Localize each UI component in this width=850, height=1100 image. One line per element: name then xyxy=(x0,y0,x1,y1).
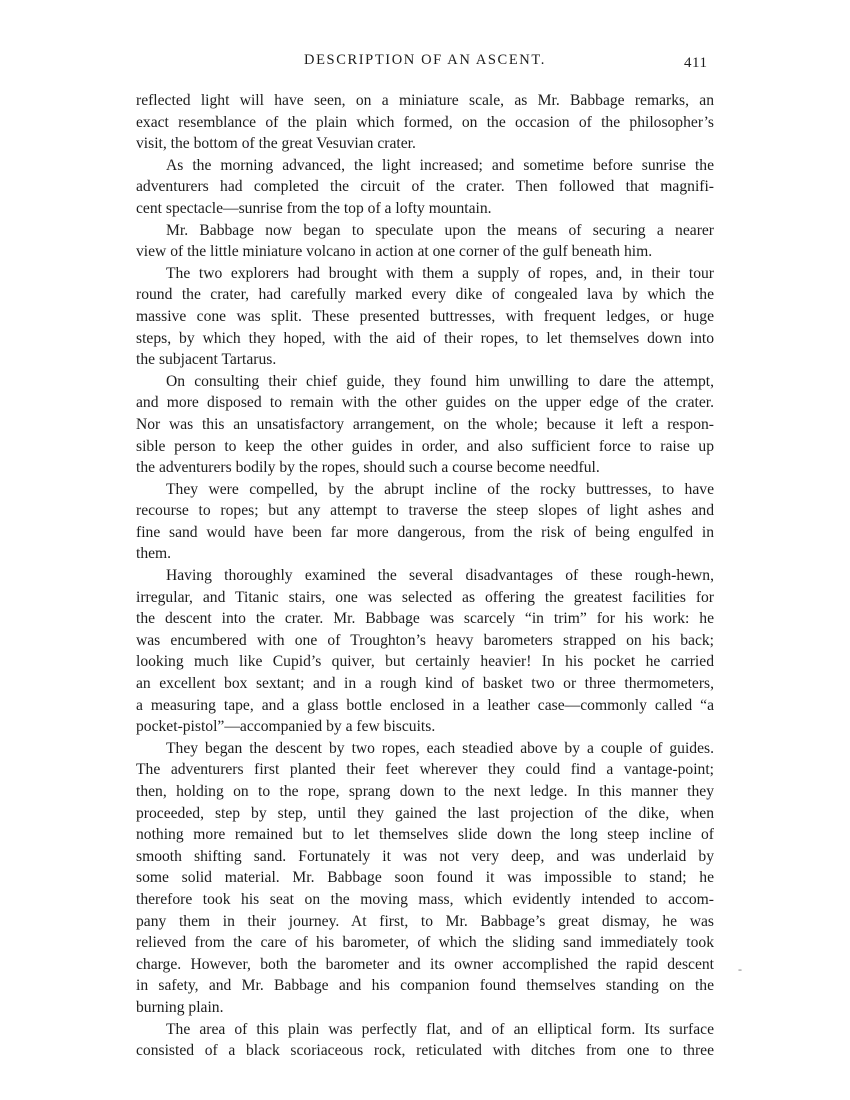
paragraph xyxy=(136,155,714,220)
text-line: exact resemblance of the plain which formed, on the occasion of the philosopher’s xyxy=(136,113,714,131)
text-line: They were compelled, by the abrupt incline of the rocky buttresses, to have xyxy=(166,480,714,498)
text-line: nothing more remained but to let themselves slide down the long steep incline of xyxy=(136,826,714,844)
paragraph xyxy=(136,371,714,479)
text-line: recourse to ropes; but any attempt to traverse the steep slopes of light ashes and xyxy=(136,502,714,520)
text-line: pocket-pistol”—accompanied by a few biscuits. xyxy=(136,718,436,736)
text-line: reflected light will have seen, on a miniature scale, as Mr. Babbage remarks, an xyxy=(136,92,714,109)
text-line: The adventurers first planted their feet wherever they could find a vantage-point; xyxy=(136,761,714,779)
text-line: pany them in their journey. At first, to Mr. Babbage’s great dismay, he was xyxy=(136,912,714,930)
text-line: Nor was this an unsatisfactory arrangement, on the whole; because it left a respon- xyxy=(136,415,714,433)
text-line: Mr. Babbage now began to speculate upon the means of securing a nearer xyxy=(166,221,714,239)
text-line: smooth shifting sand. Fortunately it was not very deep, and was underlaid by xyxy=(136,847,714,865)
running-head: DESCRIPTION OF AN ASCENT. xyxy=(304,52,546,68)
text-line: view of the little miniature volcano in action at one corner of the gulf beneath him. xyxy=(136,243,653,261)
body-text xyxy=(136,90,714,1062)
text-line: irregular, and Titanic stairs, one was selected as offering the greatest facilities for xyxy=(136,588,714,606)
text-line: Having thoroughly examined the several disadvantages of these rough-hewn, xyxy=(166,567,714,585)
text-line: cent spectacle—sunrise from the top of a lofty mountain. xyxy=(136,199,492,217)
text-line: round the crater, had carefully marked every dike of congealed lava by which the xyxy=(136,286,714,304)
text-line: On consulting their chief guide, they found him unwilling to dare the attempt, xyxy=(166,372,714,390)
text-line: a measuring tape, and a glass bottle enclosed in a leather case—commonly called “a xyxy=(136,696,714,714)
margin-mark: - xyxy=(738,962,742,976)
text-line: the descent into the crater. Mr. Babbage was scarcely “in trim” for his work: he xyxy=(136,610,714,628)
text-line: and more disposed to remain with the other guides on the upper edge of the crater. xyxy=(136,394,714,412)
text-line: fine sand would have been far more dangerous, from the risk of being engulfed in xyxy=(136,523,714,541)
text-line: looking much like Cupid’s quiver, but certainly heavier! In his pocket he carried xyxy=(136,653,714,671)
text-line: The area of this plain was perfectly flat, and of an elliptical form. Its surface xyxy=(166,1020,714,1038)
text-line: an excellent box sextant; and in a rough kind of basket two or three thermometers, xyxy=(136,675,714,693)
paragraph xyxy=(136,220,714,263)
text-line: relieved from the care of his barometer, of which the sliding sand immediately took xyxy=(136,934,714,952)
text-line: As the morning advanced, the light increased; and sometime before sunrise the xyxy=(166,156,714,174)
text-line: massive cone was split. These presented buttresses, with frequent ledges, or huge xyxy=(136,307,714,325)
text-line: the subjacent Tartarus. xyxy=(136,351,277,369)
paragraph xyxy=(136,479,714,565)
text-line: some solid material. Mr. Babbage soon found it was impossible to stand; he xyxy=(136,869,714,887)
text-line: steps, by which they hoped, with the aid of their ropes, to let themselves down into xyxy=(136,329,714,347)
paragraph xyxy=(136,263,714,371)
text-line: the adventurers bodily by the ropes, should such a course become needful. xyxy=(136,459,600,477)
text-line: They began the descent by two ropes, each steadied above by a couple of guides. xyxy=(166,739,714,757)
paragraph xyxy=(136,738,714,1019)
text-line: consisted of a black scoriaceous rock, reticulated with ditches from one to three xyxy=(136,1042,714,1060)
text-line: therefore took his seat on the moving mass, which evidently intended to accom- xyxy=(136,890,714,908)
text-line: in safety, and Mr. Babbage and his companion found themselves standing on the xyxy=(136,977,714,995)
text-line: burning plain. xyxy=(136,998,224,1016)
text-line: visit, the bottom of the great Vesuvian crater. xyxy=(136,135,416,153)
text-line: proceeded, step by step, until they gained the last projection of the dike, when xyxy=(136,804,714,822)
page-number: 411 xyxy=(684,55,708,71)
text-line: then, holding on to the rope, sprang down to the next ledge. In this manner they xyxy=(136,783,714,800)
text-line: charge. However, both the barometer and its owner accomplished the rapid descent xyxy=(136,955,714,973)
text-line: The two explorers had brought with them a supply of ropes, and, in their tour xyxy=(166,264,714,282)
paragraph xyxy=(136,90,714,155)
text-line: was encumbered with one of Troughton’s heavy barometers strapped on his back; xyxy=(136,631,714,649)
text-line: adventurers had completed the circuit of the crater. Then followed that magnifi- xyxy=(136,178,714,196)
paragraph xyxy=(136,565,714,738)
text-line: sible person to keep the other guides in order, and also sufficient force to raise up xyxy=(136,437,714,455)
paragraph xyxy=(136,1019,714,1062)
text-line: them. xyxy=(136,545,172,563)
